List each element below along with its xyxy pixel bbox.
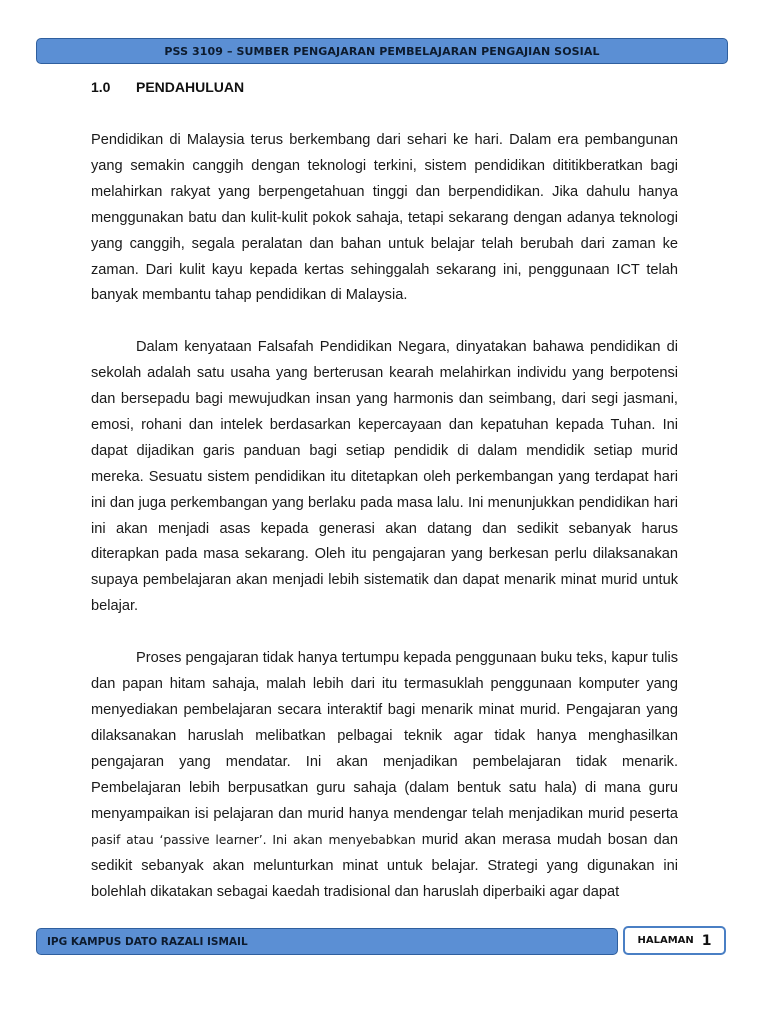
section-number: 1.0 (91, 79, 111, 95)
page-header-bar (36, 38, 728, 64)
paragraph-3-part-3: murid akan merasa mudah bosan dan sedikit sebanyak akan melunturkan minat untuk belajar. Strategi yang digunakan ini bolehlah dikatakan sebagai kaedah tradisional dan haruslah diperbaiki agar dapat (91, 832, 678, 901)
paragraph-1: Pendidikan di Malaysia terus berkembang dari sehari ke hari. Dalam era pembangunan yang semakin canggih dengan teknologi terkini, sistem pendidikan dititikberatkan bagi melahirkan rakyat yang berpengetahuan tinggi dan berpendidikan. Jika dahulu hanya menggunakan batu dan kulit-kulit pokok sahaja, tetapi sekarang dengan adanya teknologi yang canggih, segala peralatan dan bahan untuk belajar telah berubah dari zaman ke zaman. Dari kulit kayu kepada kertas sehinggalah sekarang ini, penggunaan ICT telah banyak membantu tahap pendidikan di Malaysia. (91, 132, 678, 304)
page-footer-bar (36, 928, 618, 955)
document-body (91, 128, 678, 932)
paragraph-3-part-2: pasif atau ‘passive learner’. Ini akan menyebabkan (91, 832, 416, 848)
section-title: PENDAHULUAN (136, 79, 245, 95)
header-title: PSS 3109 – SUMBER PENGAJARAN PEMBELAJARAN PENGAJIAN SOSIAL (164, 44, 600, 58)
page-label: HALAMAN (637, 935, 694, 946)
footer-title: IPG KAMPUS DATO RAZALI ISMAIL (47, 935, 248, 948)
paragraph-2: Dalam kenyataan Falsafah Pendidikan Negara, dinyatakan bahawa pendidikan di sekolah adalah satu usaha yang berterusan kearah melahirkan individu yang berpotensi dan bersepadu bagi mewujudkan insan yang harmonis dan seimbang, dari segi jasmani, emosi, rohani dan intelek berdasarkan kepercayaan dan kepatuhan kepada Tuhan. Ini dapat dijadikan garis panduan bagi setiap pendidik di dalam mendidik setiap murid mereka. Sesuatu sistem pendidikan itu ditetapkan oleh perkembangan yang terdapat hari ini dan juga perkembangan yang berlaku pada masa lalu. Ini menunjukkan pendidikan hari ini akan menjadi asas kepada generasi akan datang dan sedikit sebanyak harus diterapkan pada masa sekarang. Oleh itu pengajaran yang berkesan perlu dilaksanakan supaya pembelajaran akan menjadi lebih sistematik dan dapat menarik minat murid untuk belajar. (91, 339, 678, 615)
paragraph-3 (91, 646, 678, 906)
section-heading (91, 79, 244, 95)
page-number-box (623, 926, 726, 955)
page-number: 1 (701, 932, 712, 949)
paragraph-3-part-1: Proses pengajaran tidak hanya tertumpu kepada penggunaan buku teks, kapur tulis dan papan hitam sahaja, malah lebih dari itu termasuklah penggunaan komputer yang menyediakan pembelajaran secara interaktif bagi menarik minat murid. Pengajaran yang dilaksanakan haruslah melibatkan pelbagai teknik agar tidak hanya menghasilkan pengajaran yang mendatar. Ini akan menjadikan pembelajaran tidak menarik. Pembelajaran lebih berpusatkan guru sahaja (dalam bentuk satu hala) di mana guru menyampaikan isi pelajaran dan murid hanya mendengar telah menjadikan murid peserta (91, 650, 678, 822)
